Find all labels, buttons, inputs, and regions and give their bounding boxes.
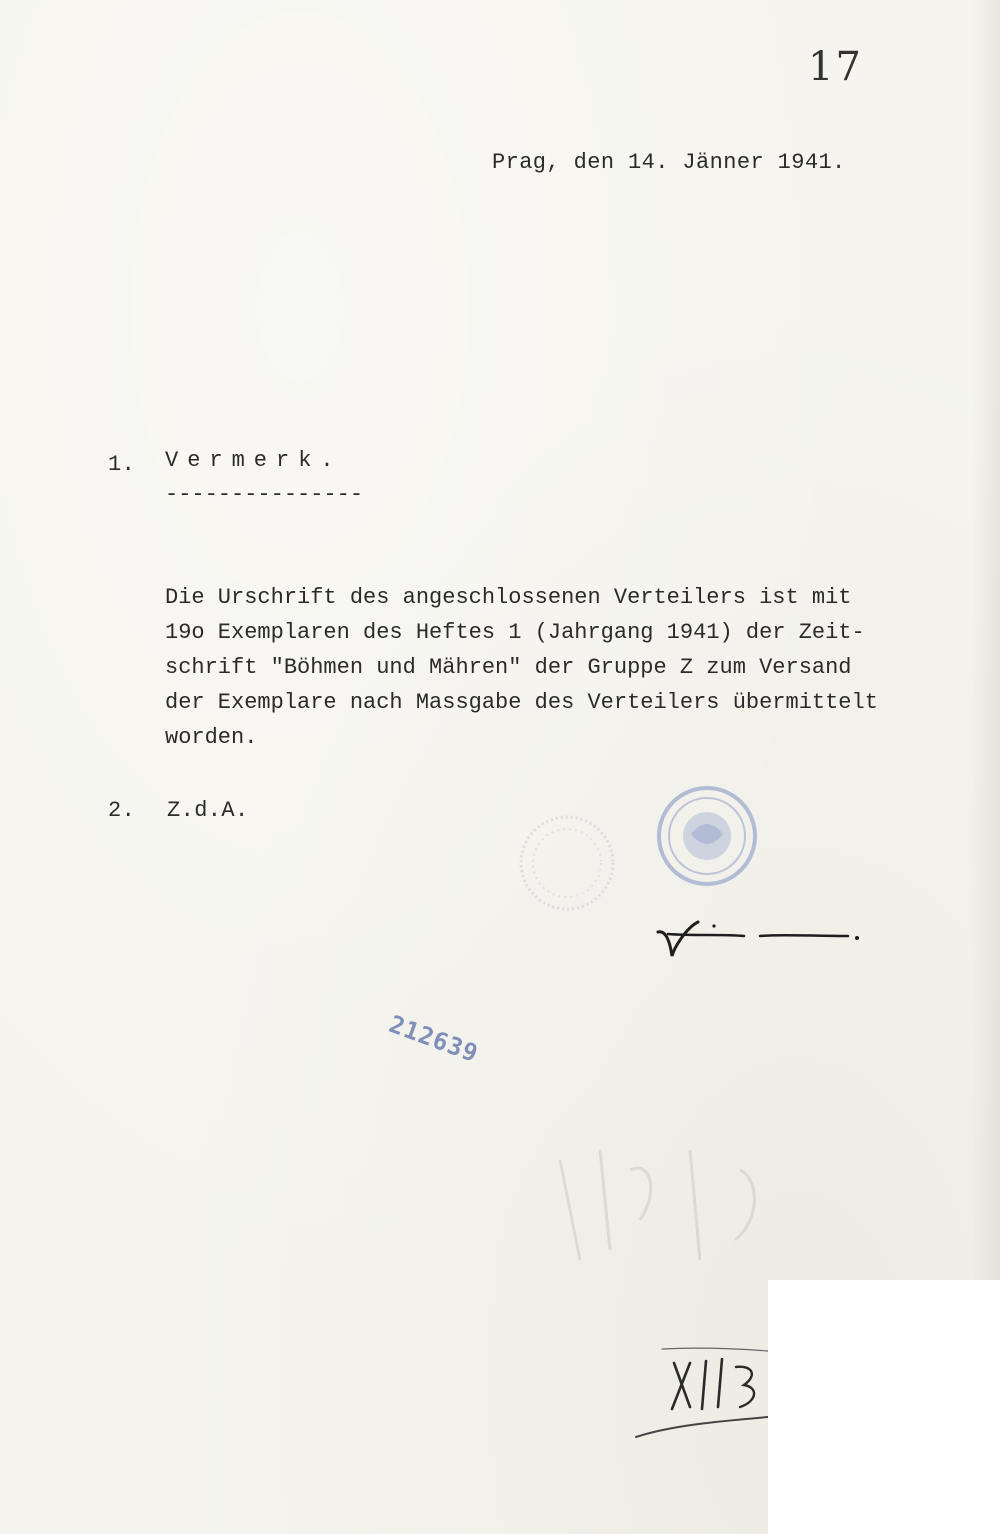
item-2-number: 2.: [108, 798, 136, 823]
page-number: 17: [808, 44, 863, 90]
body-line: Die Urschrift des angeschlossenen Verteilers ist mit: [165, 585, 852, 610]
faint-background-marks: [540, 1130, 800, 1280]
item-2-text: Z.d.A.: [167, 798, 249, 823]
body-line: 19o Exemplaren des Heftes 1 (Jahrgang 1941) der Zeit-: [165, 620, 865, 645]
archive-stamp-icon: [655, 784, 759, 888]
item-1-heading: Vermerk.: [165, 448, 343, 473]
body-line: worden.: [165, 725, 258, 750]
date-line: Prag, den 14. Jänner 1941.: [492, 150, 846, 175]
body-line: schrift "Böhmen und Mähren" der Gruppe Z zum Versand: [165, 655, 852, 680]
body-line: der Exemplare nach Massgabe des Verteilers übermittelt: [165, 690, 878, 715]
body-paragraph: [165, 580, 878, 755]
blank-corner-patch: [768, 1280, 1000, 1534]
faint-stamp-icon: [516, 812, 618, 914]
heading-underline: ---------------: [165, 482, 364, 507]
paper-edge-shadow: [972, 0, 1000, 1280]
stamped-number: 212639: [385, 1010, 483, 1069]
item-1-number: 1.: [108, 452, 136, 477]
handwritten-roman-numeral-icon: [632, 1345, 772, 1445]
signature-icon: [652, 912, 867, 970]
